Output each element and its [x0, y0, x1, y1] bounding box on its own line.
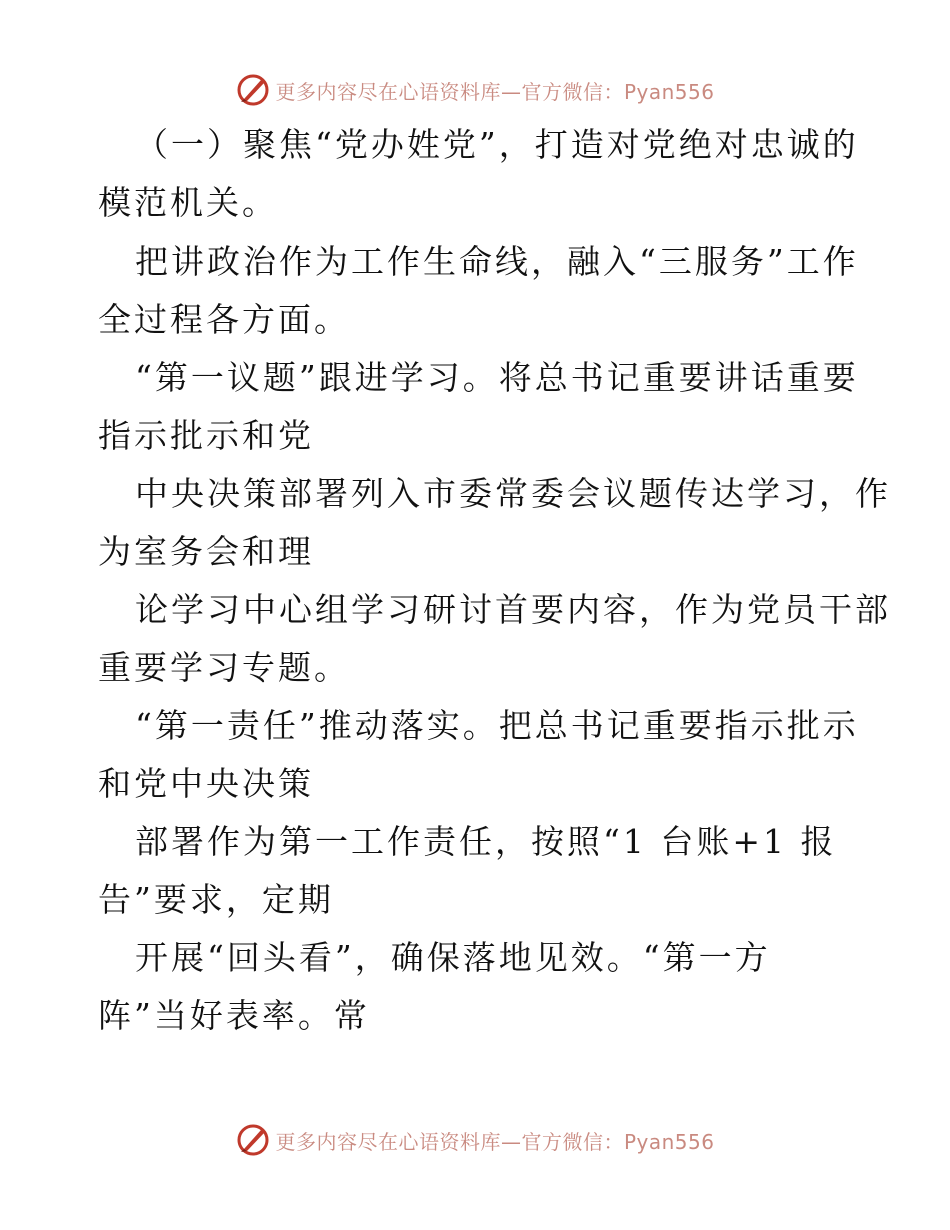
body-line: 开展“回头看”，确保落地见效。“第一方 — [135, 938, 771, 977]
body-line: 告”要求，定期 — [98, 880, 334, 919]
body-line: 重要学习专题。 — [98, 648, 350, 687]
quill-seal-icon — [235, 72, 271, 108]
body-line: 和党中央决策 — [98, 764, 314, 803]
body-line: 中央决策部署列入市委常委会议题传达学习，作 — [135, 474, 891, 513]
body-line: 阵”当好表率。常 — [98, 996, 370, 1035]
body-line: 模范机关。 — [98, 183, 278, 222]
footer-watermark — [0, 1120, 950, 1160]
quill-seal-icon — [235, 1122, 271, 1158]
body-line: 为室务会和理 — [98, 532, 314, 571]
watermark-text: 更多内容尽在心语资料库—官方微信：Pyan556 — [275, 1129, 715, 1154]
watermark-text: 更多内容尽在心语资料库—官方微信：Pyan556 — [275, 79, 715, 104]
body-line: 把讲政治作为工作生命线，融入“三服务”工作 — [135, 242, 859, 281]
header-watermark — [0, 70, 950, 110]
body-line: 部署作为第一工作责任，按照“1 台账+1 报 — [135, 822, 837, 861]
body-line: 全过程各方面。 — [98, 300, 350, 339]
body-line: 论学习中心组学习研讨首要内容，作为党员干部 — [135, 590, 891, 629]
body-line: “第一责任”推动落实。把总书记重要指示批示 — [135, 706, 859, 745]
body-line: “第一议题”跟进学习。将总书记重要讲话重要 — [135, 358, 859, 397]
body-line: 指示批示和党 — [98, 416, 314, 455]
body-line: （一）聚焦“党办姓党”，打造对党绝对忠诚的 — [135, 125, 859, 164]
